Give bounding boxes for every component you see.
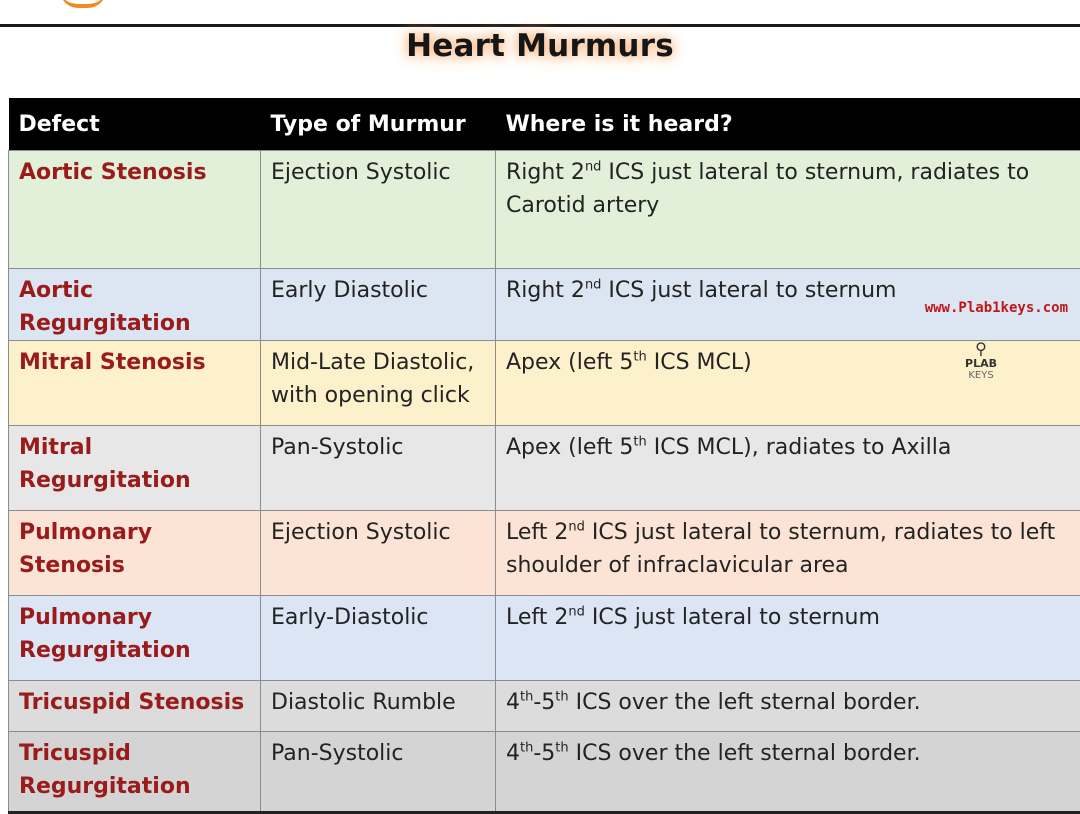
location-text: ICS just lateral to sternum: [601, 278, 896, 303]
header-type: Type of Murmur: [261, 98, 496, 151]
ordinal-suffix: nd: [568, 605, 585, 620]
ordinal-suffix: th: [520, 690, 533, 705]
page-title: Heart Murmurs: [0, 26, 1080, 66]
murmur-type-cell: Ejection Systolic: [261, 511, 496, 596]
location-text: ICS just lateral to sternum, radiates to Carotid artery: [506, 160, 1029, 218]
defect-cell: Pulmonary Stenosis: [9, 511, 261, 596]
table-row: [9, 732, 1080, 813]
murmur-type-cell: Pan-Systolic: [261, 426, 496, 511]
location-text: ICS over the left sternal border.: [569, 690, 921, 715]
plab-keys-logo: [958, 340, 1004, 400]
murmur-type-cell: Early Diastolic: [261, 269, 496, 341]
ordinal-suffix: nd: [585, 160, 602, 175]
defect-cell: Pulmonary Regurgitation: [9, 596, 261, 681]
table-row: [9, 511, 1080, 596]
logo-text-top: PLAB: [958, 358, 1004, 370]
location-text: ICS over the left sternal border.: [569, 741, 921, 766]
table-row: [9, 341, 1080, 426]
murmur-table: [8, 98, 1080, 814]
table-row: [9, 426, 1080, 511]
defect-cell: Mitral Regurgitation: [9, 426, 261, 511]
murmur-type-cell: Mid-Late Diastolic, with opening click: [261, 341, 496, 426]
location-text: -5: [533, 690, 555, 715]
location-text: -5: [533, 741, 555, 766]
location-text: Right 2: [506, 278, 585, 303]
location-text: ICS MCL), radiates to Axilla: [647, 435, 952, 460]
location-text: Left 2: [506, 520, 568, 545]
logo-text-bottom: KEYS: [958, 370, 1004, 381]
ordinal-suffix: nd: [585, 278, 602, 293]
ordinal-suffix: nd: [568, 520, 585, 535]
defect-cell: Tricuspid Regurgitation: [9, 732, 261, 813]
location-text: 4: [506, 741, 520, 766]
table-row: [9, 681, 1080, 732]
location-cell: [496, 511, 1080, 596]
location-text: ICS MCL): [647, 350, 752, 375]
ordinal-suffix: th: [555, 741, 568, 756]
murmur-type-cell: Early-Diastolic: [261, 596, 496, 681]
header-where: Where is it heard?: [496, 98, 1080, 151]
location-text: 4: [506, 690, 520, 715]
table-row: [9, 269, 1080, 341]
defect-cell: Tricuspid Stenosis: [9, 681, 261, 732]
defect-cell: Aortic Regurgitation: [9, 269, 261, 341]
location-cell: [496, 681, 1080, 732]
ordinal-suffix: th: [633, 435, 646, 450]
murmur-type-cell: Diastolic Rumble: [261, 681, 496, 732]
ordinal-suffix: th: [520, 741, 533, 756]
watermark-url: www.Plab1keys.com: [925, 300, 1068, 316]
table-header-row: [9, 98, 1080, 151]
location-text: Left 2: [506, 605, 568, 630]
lightbulb-icon: ⚲: [958, 340, 1004, 358]
corner-decoration: [60, 0, 106, 8]
location-text: ICS just lateral to sternum, radiates to left shoulder of infraclavicular area: [506, 520, 1055, 578]
location-text: Right 2: [506, 160, 585, 185]
location-cell: [496, 151, 1080, 269]
location-text: ICS just lateral to sternum: [585, 605, 880, 630]
defect-cell: Aortic Stenosis: [9, 151, 261, 269]
header-defect: Defect: [9, 98, 261, 151]
location-cell: [496, 596, 1080, 681]
murmur-type-cell: Pan-Systolic: [261, 732, 496, 813]
location-cell: [496, 426, 1080, 511]
defect-cell: Mitral Stenosis: [9, 341, 261, 426]
ordinal-suffix: th: [555, 690, 568, 705]
location-text: Apex (left 5: [506, 350, 633, 375]
location-cell: [496, 732, 1080, 813]
murmur-type-cell: Ejection Systolic: [261, 151, 496, 269]
table-row: [9, 596, 1080, 681]
ordinal-suffix: th: [633, 350, 646, 365]
table-row: [9, 151, 1080, 269]
location-text: Apex (left 5: [506, 435, 633, 460]
